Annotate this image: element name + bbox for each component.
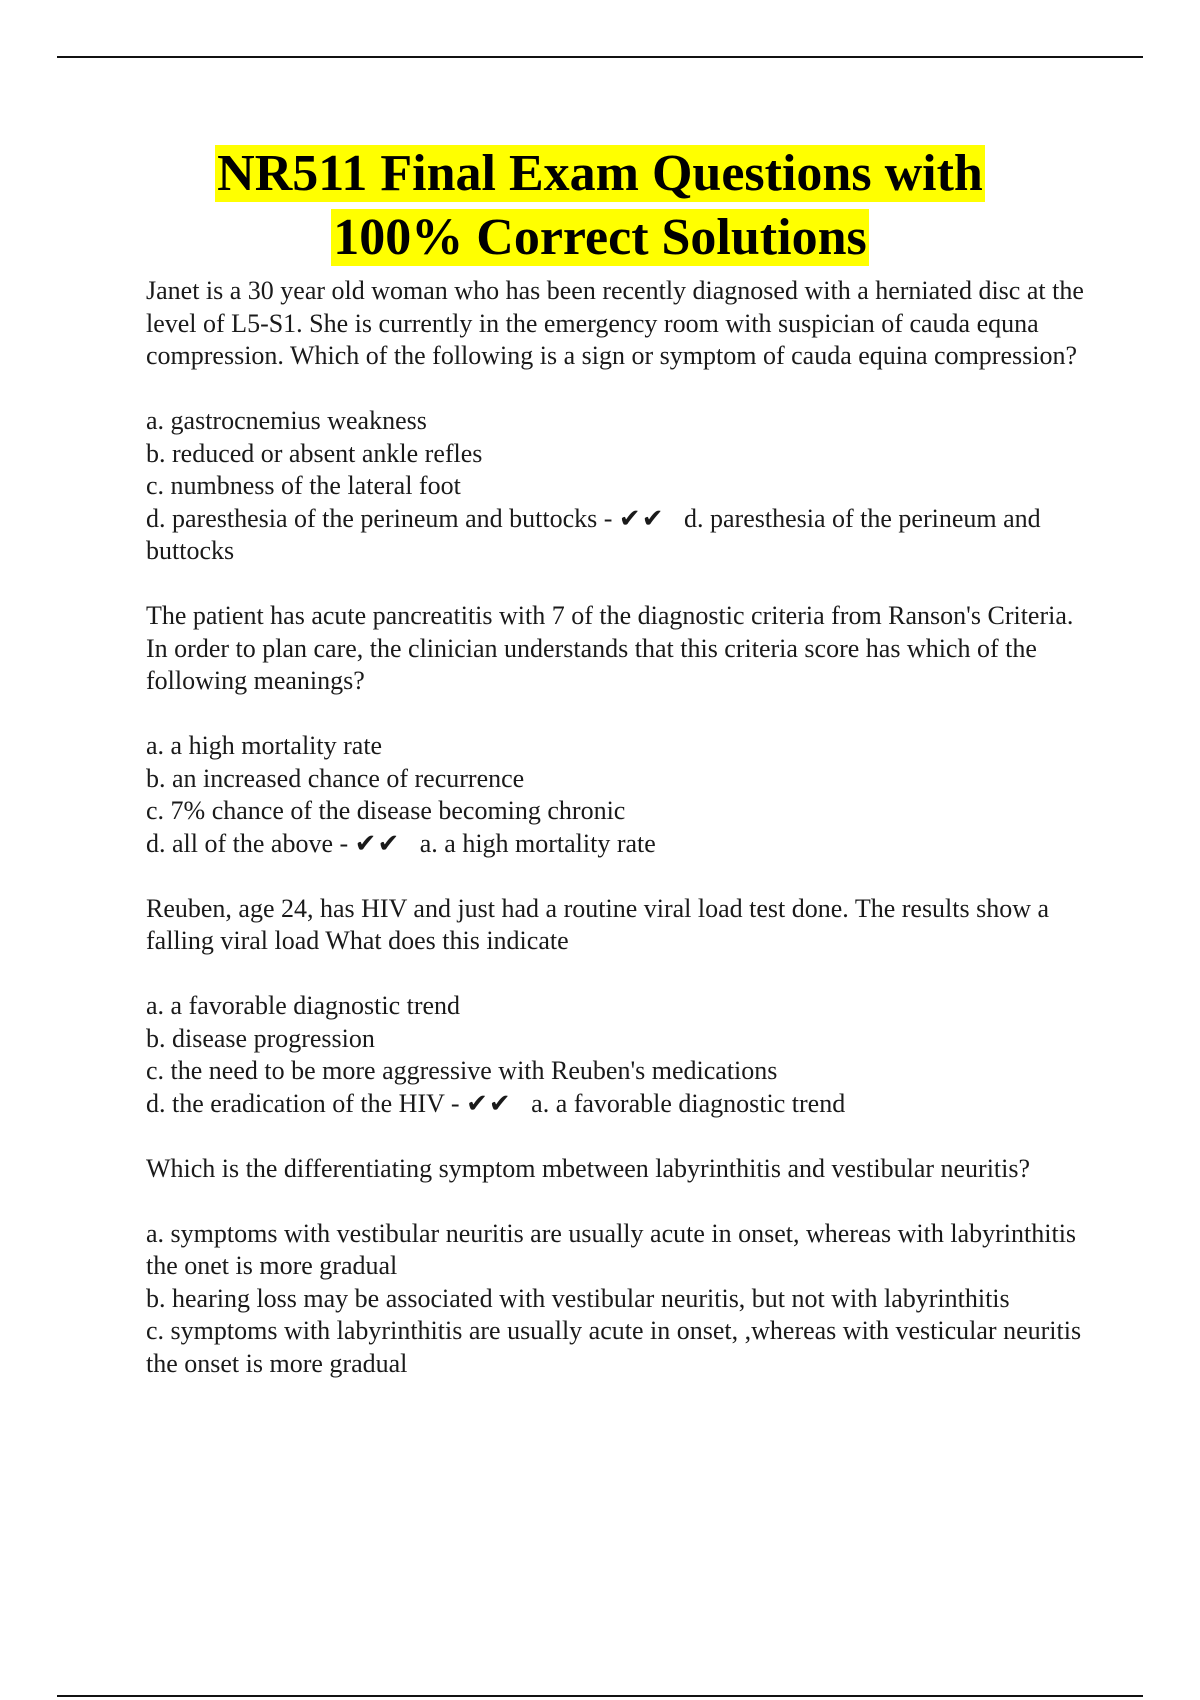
question-block (146, 1153, 1096, 1381)
question-text: Which is the differentiating symptom mbetween labyrinthitis and vestibular neuritis? (146, 1153, 1031, 1183)
checkmark-icon: ✔✔ (466, 1088, 512, 1118)
checkmark-icon: ✔✔ (354, 828, 401, 858)
option-item: a. symptoms with vestibular neuritis are usually acute in onset, whereas with labyrinthitis the onet is more gradual (146, 1218, 1077, 1280)
question-block (146, 893, 1096, 1121)
option-item: c. the need to be more aggressive with Reuben's medications (146, 1056, 778, 1085)
option-item: a. a favorable diagnostic trend (146, 991, 461, 1020)
option-item: a. gastrocnemius weakness (146, 406, 427, 435)
option-item-with-answer (146, 503, 1096, 568)
option-item: c. symptoms with labyrinthitis are usually acute in onset, ,whereas with vesticular neuritis the onset is more gradual (146, 1316, 1082, 1378)
option-item: a. a high mortality rate (146, 731, 383, 760)
option-item: b. hearing loss may be associated with vestibular neuritis, but not with labyrinthitis (146, 1283, 1010, 1313)
question-text: Reuben, age 24, has HIV and just had a routine viral load test done. The results show a falling viral load What does this indicate (146, 893, 1050, 955)
option-item: c. numbness of the lateral foot (146, 471, 461, 500)
option-item-with-answer (146, 1088, 1096, 1121)
option-text: d. paresthesia of the perineum and buttocks - (146, 503, 619, 533)
question-text: Janet is a 30 year old woman who has been recently diagnosed with a herniated disc at the level of L5-S1. She is currently in the emergency room with suspician of cauda equna compression. Which of the following is a sign or symptom of cauda equina compression? (146, 276, 1084, 370)
correct-answer: d. paresthesia of the perineum and buttocks (146, 503, 1041, 565)
option-item: b. an increased chance of recurrence (146, 763, 525, 793)
question-text: The patient has acute pancreatitis with 7 of the diagnostic criteria from Ranson's Criteria. In order to plan care, the clinician understands that this criteria score has which of the following meanings? (146, 601, 1074, 695)
question-block (146, 600, 1096, 860)
top-rule (57, 56, 1143, 58)
correct-answer: a. a favorable diagnostic trend (531, 1088, 846, 1118)
option-list (146, 405, 1096, 568)
title-line-1: NR511 Final Exam Questions with (217, 145, 983, 202)
option-item: c. 7% chance of the disease becoming chronic (146, 796, 626, 825)
question-block (146, 275, 1096, 568)
checkmark-icon: ✔✔ (618, 503, 665, 533)
option-list (146, 730, 1096, 860)
option-list (146, 990, 1096, 1120)
option-list (146, 1218, 1096, 1381)
option-item: b. reduced or absent ankle refles (146, 438, 483, 468)
document-title (0, 142, 1200, 270)
option-item-with-answer (146, 828, 1096, 861)
option-text: d. all of the above - (146, 828, 355, 858)
title-line-2: 100% Correct Solutions (333, 209, 867, 266)
bottom-rule (57, 1695, 1143, 1697)
option-text: d. the eradication of the HIV - (146, 1088, 467, 1118)
document-body (146, 275, 1096, 1413)
correct-answer: a. a high mortality rate (419, 828, 656, 858)
option-item: b. disease progression (146, 1023, 375, 1053)
